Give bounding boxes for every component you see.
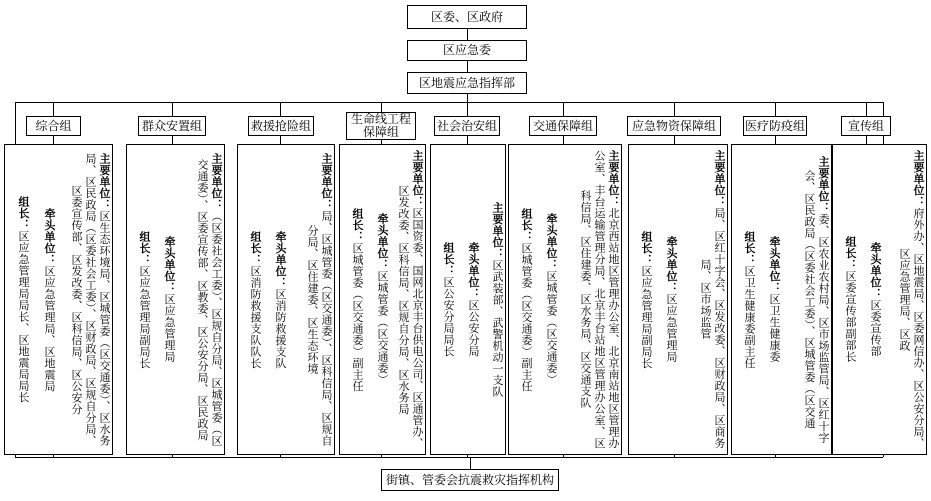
group-detail-rescue [237, 144, 335, 455]
group-detail-resettlement [126, 144, 225, 455]
leader-text: 区应急管理局局长、区地震局局长 [17, 230, 30, 403]
leader-text: 区委宣传部副部长 [844, 270, 857, 363]
group-box-resettlement [138, 116, 206, 136]
leader-column [5, 145, 31, 454]
main-unit-label: 主要单位： [98, 152, 111, 211]
main-unit-column [883, 145, 926, 454]
group-detail-medical [731, 144, 832, 455]
lead-unit-label: 牵头单位： [665, 236, 678, 294]
group-name: 社会治安组 [436, 118, 497, 133]
group-box-traffic [529, 116, 597, 136]
lead-unit-text: 区卫生健康委 [768, 293, 781, 363]
group-box-general [26, 116, 81, 136]
main-unit-column [782, 145, 831, 454]
leader-text: 区卫生健康委副主任 [743, 265, 756, 369]
leader-text: 区消防救援支队队长 [249, 265, 262, 369]
leader-label: 组长： [640, 230, 653, 265]
main-unit-label: 主要单位： [713, 150, 726, 208]
group-name: 应急物资保障组 [631, 118, 716, 133]
leader-column [127, 145, 152, 454]
lead-unit-label: 牵头单位： [467, 242, 480, 300]
connector [381, 102, 382, 112]
connector [467, 102, 468, 116]
main-unit-label: 主要单位： [491, 201, 504, 260]
leader-column [431, 145, 456, 454]
connector [470, 457, 471, 469]
group-name: 救援抢险组 [250, 118, 311, 133]
connector [674, 136, 675, 144]
main-unit-text: （区委社会工委）、区规自分局、区城管委（区交通委）、区委宣传部、区教委、区公安分局、区民政局 [196, 158, 223, 447]
lead-unit-column [31, 145, 57, 454]
group-name: 宣传组 [847, 118, 884, 133]
lead-unit-text: 区委宣传部 [869, 299, 882, 357]
main-unit-column [57, 145, 112, 454]
connector [280, 455, 281, 457]
connector [775, 455, 776, 457]
leader-column [340, 145, 365, 454]
leader-label: 组长： [17, 196, 30, 231]
main-unit-label: 主要单位： [607, 150, 620, 208]
connector [172, 102, 173, 116]
group-box-publicity [841, 116, 891, 136]
group-box-medical [743, 116, 807, 136]
connector [467, 136, 468, 144]
lead-unit-column [858, 145, 883, 454]
group-box-rescue [248, 116, 314, 136]
top-box-label: 区委、区政府 [430, 9, 503, 24]
leader-label: 组长： [442, 242, 455, 277]
main-unit-column [177, 145, 224, 454]
main-unit-label: 主要单位： [912, 150, 925, 208]
group-name: 生命线工程保障组 [350, 112, 411, 139]
connector [775, 102, 776, 116]
leader-label: 组长： [249, 230, 262, 265]
lead-unit-column [263, 145, 288, 454]
connector [280, 102, 281, 116]
main-unit-text: 府外办、区地震局、区委网信办、区公安分局、区应急管理局、区政 [898, 207, 925, 449]
top-box-label: 区应急委 [442, 43, 491, 57]
lead-unit-text: 区公安分局 [467, 299, 480, 357]
leader-column [629, 145, 654, 454]
lead-unit-column [534, 145, 559, 454]
connector [563, 455, 564, 457]
lead-unit-label: 牵头单位： [43, 207, 56, 265]
leader-text: 区公安分局局长 [442, 276, 455, 357]
top-box-emergency-committee [407, 40, 527, 61]
connector [172, 136, 173, 144]
main-unit-column [679, 145, 727, 454]
connector [866, 136, 867, 144]
lead-unit-text: 区应急管理局 [665, 293, 678, 363]
group-name: 交通保障组 [532, 118, 593, 133]
lead-unit-text: 区城管委（区交通委） [376, 270, 389, 386]
group-detail-traffic [508, 144, 622, 455]
lead-unit-text: 区城管委（区交通委） [545, 270, 558, 386]
connector [172, 455, 173, 457]
connector [674, 455, 675, 457]
connector [674, 102, 675, 116]
group-box-lifeline [346, 112, 416, 140]
leader-column [238, 145, 263, 454]
group-box-public-security [434, 116, 500, 136]
leader-label: 组长： [743, 230, 756, 265]
main-unit-text: 北京西站地区管理办公室、北京南站地区管理办公室、丰台运输管理分局、北京丰台站地区管理办公室、区科信局、区住建委、区水务局、区交通支队 [579, 150, 620, 449]
leader-text: 区城管委（区交通委）副主任 [351, 242, 364, 392]
bottom-box-label: 街镇、管委会抗震救灾指挥机构 [385, 472, 554, 487]
leader-column [509, 145, 534, 454]
leader-column [833, 145, 858, 454]
leader-label: 组长： [520, 207, 533, 242]
connector [775, 136, 776, 144]
main-unit-text: 局、区城管委（区交通委）、区科信局、区规自分局、区住建委、区生态环境 [306, 210, 333, 447]
connector [866, 102, 867, 116]
main-unit-text: 区生态环境局、区城管委（区交通委）、区水务局、区民政局（区委社会工委）、区财政局、区规自分局、区委宣传部、区发改委、区科信局、区公安分 [70, 152, 111, 447]
connector [53, 455, 54, 457]
group-detail-general [4, 144, 113, 455]
lead-unit-label: 牵头单位： [768, 236, 781, 294]
main-unit-label: 主要单位： [210, 152, 223, 211]
group-name: 综合组 [35, 118, 72, 133]
main-unit-text: 委、区农业农村局、区市场监管局、区红十字会、区民政局（区委社会工委）、区城管委（区交通 [803, 170, 830, 444]
main-unit-column [390, 145, 425, 454]
lead-unit-label: 牵头单位： [376, 213, 389, 271]
group-name: 医疗防疫组 [744, 118, 805, 133]
leader-text: 区应急管理局副局长 [640, 265, 653, 369]
main-unit-column [288, 145, 334, 454]
lead-unit-label: 牵头单位： [545, 213, 558, 271]
lead-unit-text: 区消防救援支队 [274, 288, 287, 369]
leader-text: 区城管委（区交通委）副主任 [520, 242, 533, 392]
connector [467, 29, 468, 40]
top-box-earthquake-command [407, 72, 527, 94]
top-box-label: 区地震应急指挥部 [418, 75, 515, 90]
connector [381, 455, 382, 457]
leader-label: 组长： [351, 207, 364, 242]
main-unit-text: 区国资委、国网北京丰台供电公司、区通管办、区发改委、区科信局、区规自分局、区水务局 [397, 184, 424, 449]
main-unit-text: 区武装部、武警机动一支队 [491, 259, 504, 398]
group-detail-public-security [430, 144, 506, 455]
lead-unit-column [456, 145, 481, 454]
main-unit-label: 主要单位： [411, 150, 424, 208]
leader-text: 区应急管理局副局长 [138, 265, 151, 369]
bottom-box-street-command [381, 469, 559, 491]
connector [280, 136, 281, 144]
lead-unit-text: 区应急管理局 [163, 293, 176, 363]
leader-label: 组长： [844, 236, 857, 271]
lead-unit-column [654, 145, 679, 454]
lead-unit-label: 牵头单位： [163, 236, 176, 294]
connector [53, 136, 54, 144]
main-unit-label: 主要单位： [320, 152, 333, 211]
connector [467, 61, 468, 72]
lead-unit-column [757, 145, 782, 454]
distribution-bar-top [15, 102, 883, 103]
lead-unit-column [365, 145, 390, 454]
group-box-supplies [627, 116, 721, 136]
leader-label: 组长： [138, 230, 151, 265]
connector [53, 102, 54, 116]
lead-unit-column [152, 145, 177, 454]
group-detail-lifeline [339, 144, 426, 455]
lead-unit-text: 区应急管理局、区地震局 [43, 265, 56, 392]
main-unit-text: 局、区红十字会、区发改委、区财政局、区商务局、区市场监管 [699, 207, 726, 449]
connector [563, 102, 564, 116]
group-detail-publicity [832, 144, 927, 455]
group-name: 群众安置组 [141, 118, 202, 133]
main-unit-label: 主要单位： [817, 155, 830, 214]
main-unit-column [481, 145, 505, 454]
connector [467, 94, 468, 102]
distribution-bar-bottom [15, 457, 883, 458]
main-unit-column [559, 145, 621, 454]
group-detail-supplies [628, 144, 728, 455]
top-box-district-committee [407, 5, 527, 29]
leader-column [732, 145, 757, 454]
connector [563, 136, 564, 144]
connector [467, 455, 468, 457]
lead-unit-label: 牵头单位： [274, 230, 287, 288]
lead-unit-label: 牵头单位： [869, 242, 882, 300]
